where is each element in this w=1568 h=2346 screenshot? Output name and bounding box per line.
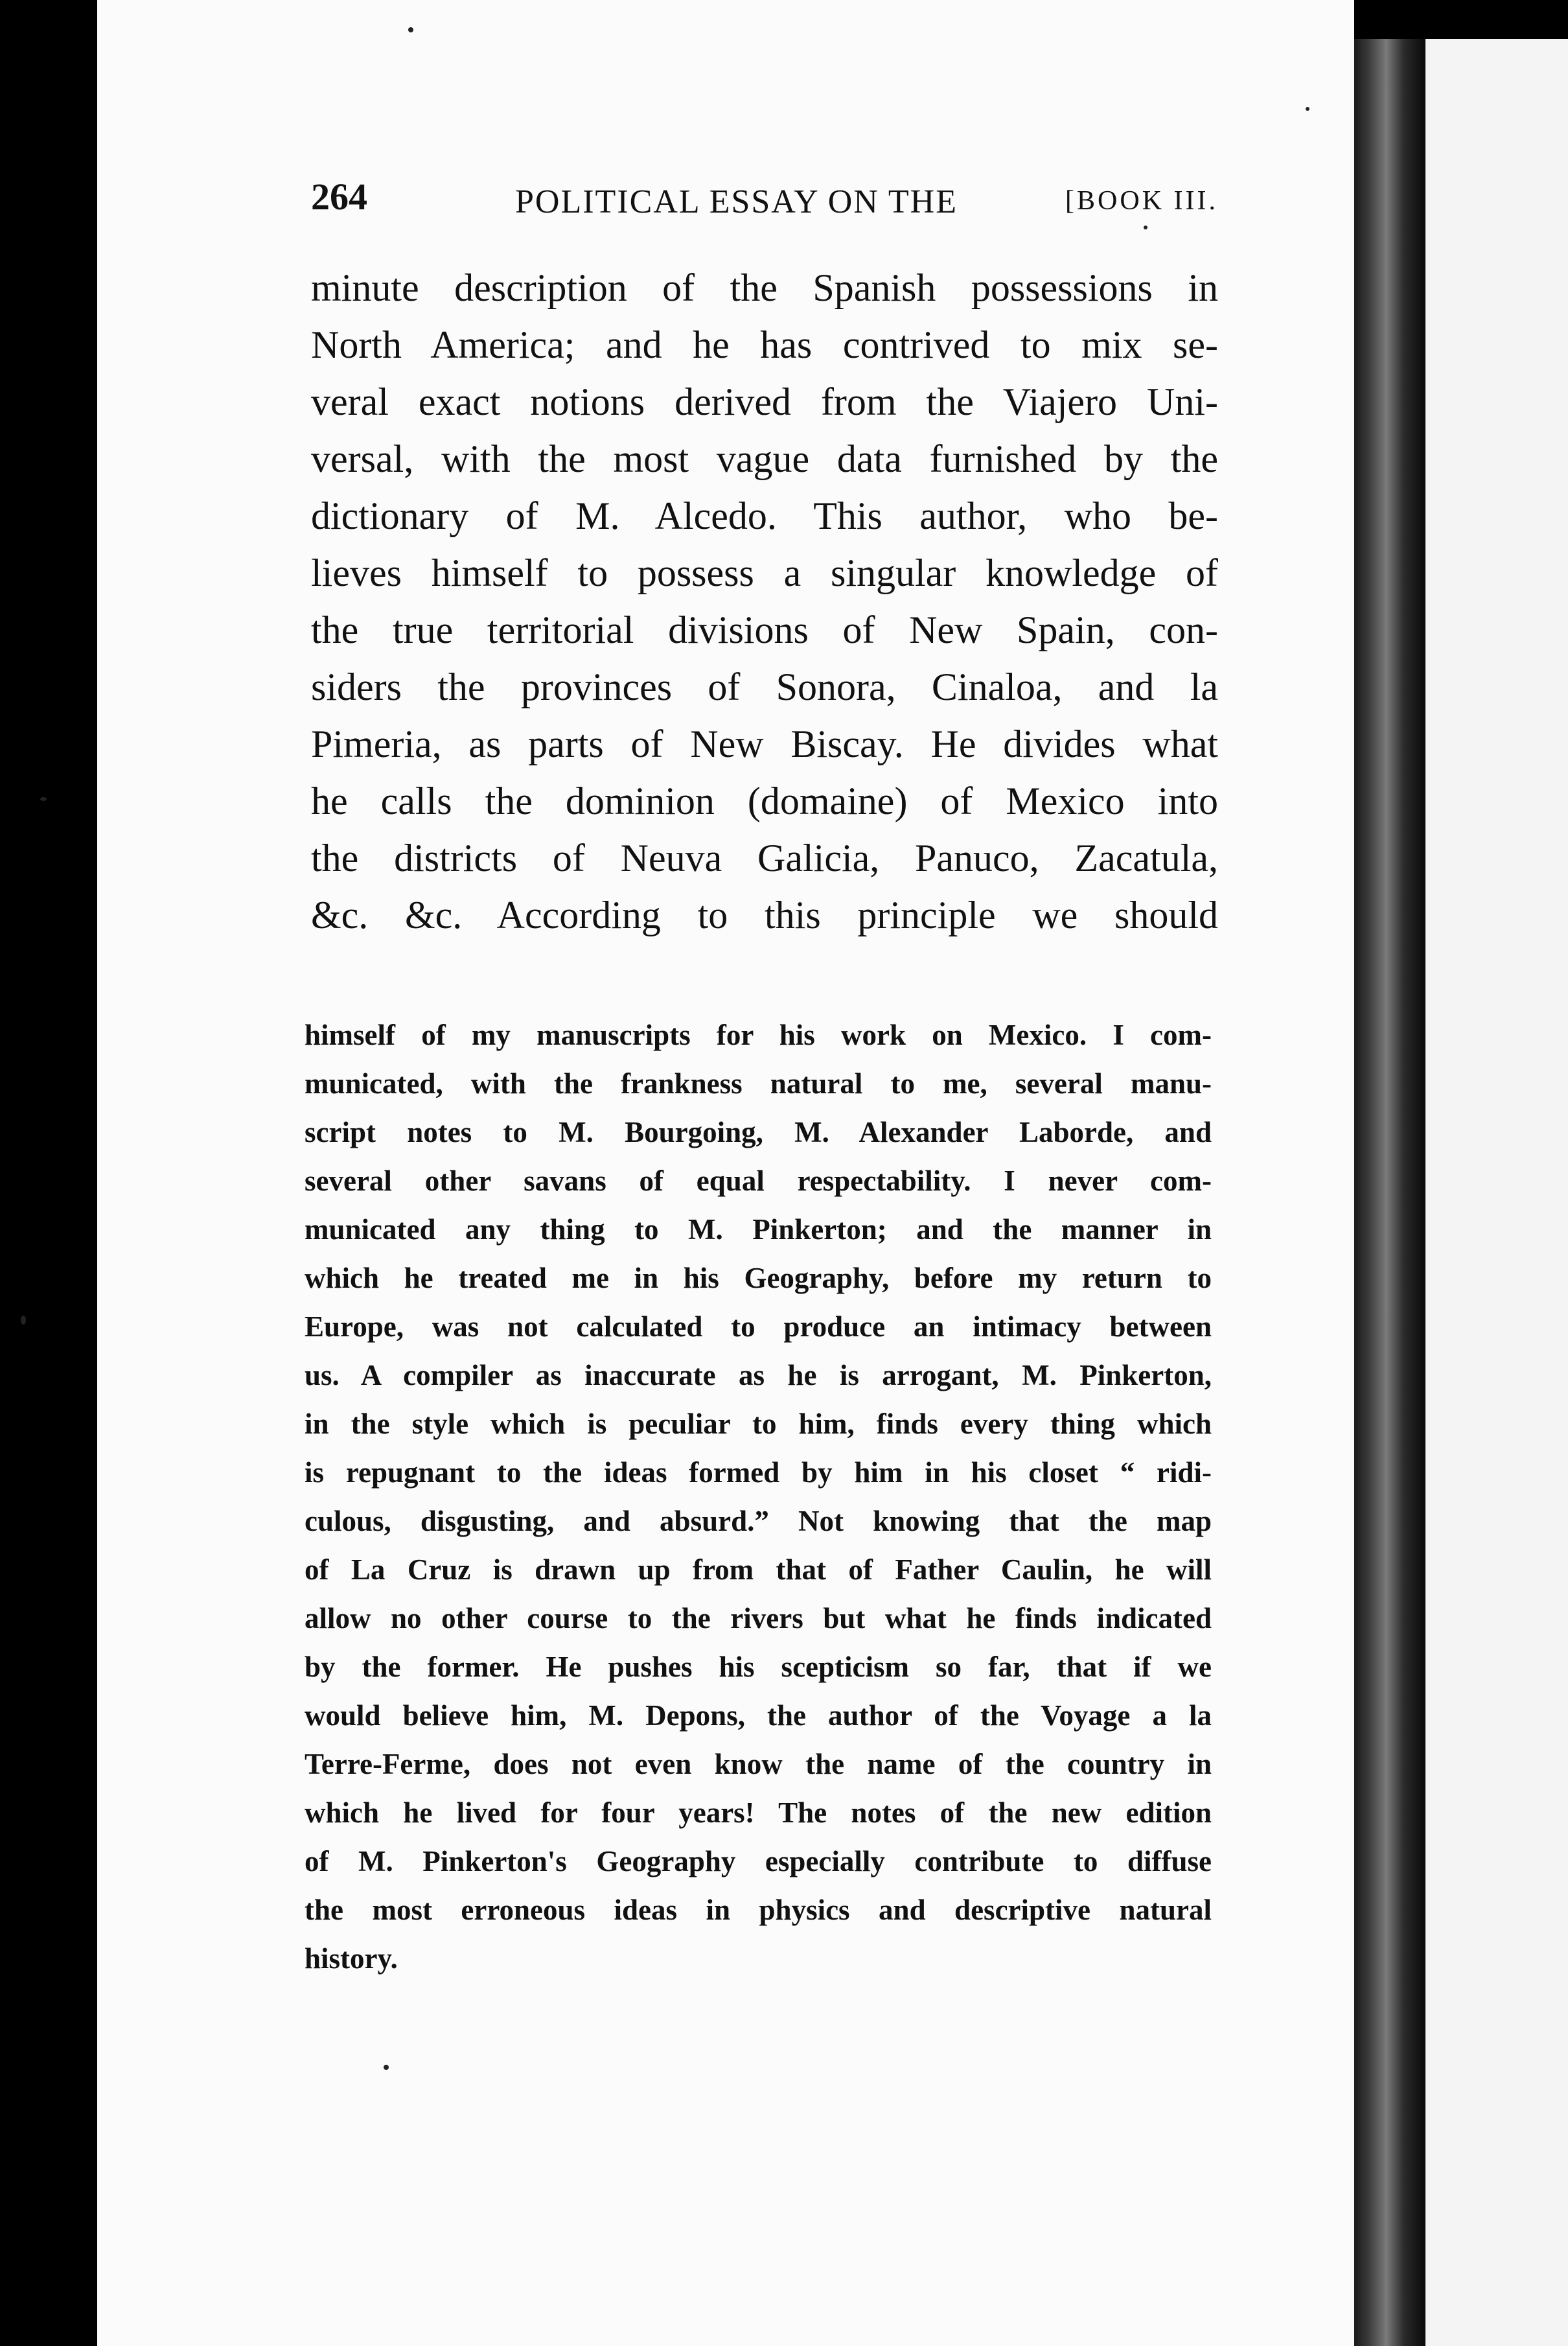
- body-line: lieves himself to possess a singular knowledge of: [311, 552, 1218, 594]
- footnote-line: us. A compiler as inaccurate as he is arrogant, M. Pinkerton,: [305, 1359, 1212, 1391]
- footnote-line: several other savans of equal respectability. I never com-: [305, 1165, 1212, 1197]
- footnote-line: himself of my manuscripts for his work on Mexico. I com-: [305, 1019, 1212, 1051]
- body-line: he calls the dominion (domaine) of Mexico into: [311, 780, 1218, 822]
- facing-page-edge: [1425, 39, 1568, 2346]
- footnote-line: history.: [305, 1942, 398, 1975]
- footnote-line: of M. Pinkerton's Geography especially contribute to diffuse: [305, 1845, 1212, 1877]
- body-line: minute description of the Spanish possessions in: [311, 266, 1218, 309]
- footnote: [305, 1011, 1212, 1983]
- body-line: veral exact notions derived from the Viajero Uni-: [311, 380, 1218, 423]
- footnote-line: which he lived for four years! The notes of the new edition: [305, 1796, 1212, 1829]
- main-text: [311, 259, 1218, 944]
- body-line: North America; and he has contrived to mix se-: [311, 323, 1218, 366]
- running-header: [311, 175, 1225, 233]
- footnote-line: in the style which is peculiar to him, finds every thing which: [305, 1408, 1212, 1440]
- footnote-line: by the former. He pushes his scepticism so far, that if we: [305, 1651, 1212, 1683]
- body-line: versal, with the most vague data furnished by the: [311, 437, 1218, 480]
- running-title: POLITICAL ESSAY ON THE: [515, 183, 958, 220]
- body-line: siders the provinces of Sonora, Cinaloa, and la: [311, 666, 1218, 708]
- footnote-line: which he treated me in his Geography, before my return to: [305, 1262, 1212, 1294]
- footnote-line: script notes to M. Bourgoing, M. Alexander Laborde, and: [305, 1116, 1212, 1148]
- footnote-line: municated any thing to M. Pinkerton; and the manner in: [305, 1213, 1212, 1246]
- footnote-line: the most erroneous ideas in physics and descriptive natural: [305, 1894, 1212, 1926]
- footnote-line: municated, with the frankness natural to me, several manu-: [305, 1067, 1212, 1100]
- body-line: &c. &c. According to this principle we should: [311, 894, 1218, 936]
- footnote-line: of La Cruz is drawn up from that of Father Caulin, he will: [305, 1553, 1212, 1586]
- body-line: the true territorial divisions of New Spain, con-: [311, 609, 1218, 651]
- page-number: 264: [311, 176, 367, 218]
- body-line: the districts of Neuva Galicia, Panuco, Zacatula,: [311, 837, 1218, 879]
- book-gutter: [1354, 39, 1425, 2346]
- footnote-line: would believe him, M. Depons, the author of the Voyage a la: [305, 1699, 1212, 1732]
- footnote-line: Terre-Ferme, does not even know the name of the country in: [305, 1748, 1212, 1780]
- footnote-line: allow no other course to the rivers but what he finds indicated: [305, 1602, 1212, 1634]
- footnote-line: Europe, was not calculated to produce an intimacy between: [305, 1310, 1212, 1343]
- book-reference: [BOOK III.: [1065, 186, 1218, 216]
- body-line: Pimeria, as parts of New Biscay. He divides what: [311, 723, 1218, 765]
- footnote-line: is repugnant to the ideas formed by him in his closet “ ridi-: [305, 1456, 1212, 1489]
- footnote-line: culous, disgusting, and absurd.” Not knowing that the map: [305, 1505, 1212, 1537]
- body-line: dictionary of M. Alcedo. This author, who be-: [311, 494, 1218, 537]
